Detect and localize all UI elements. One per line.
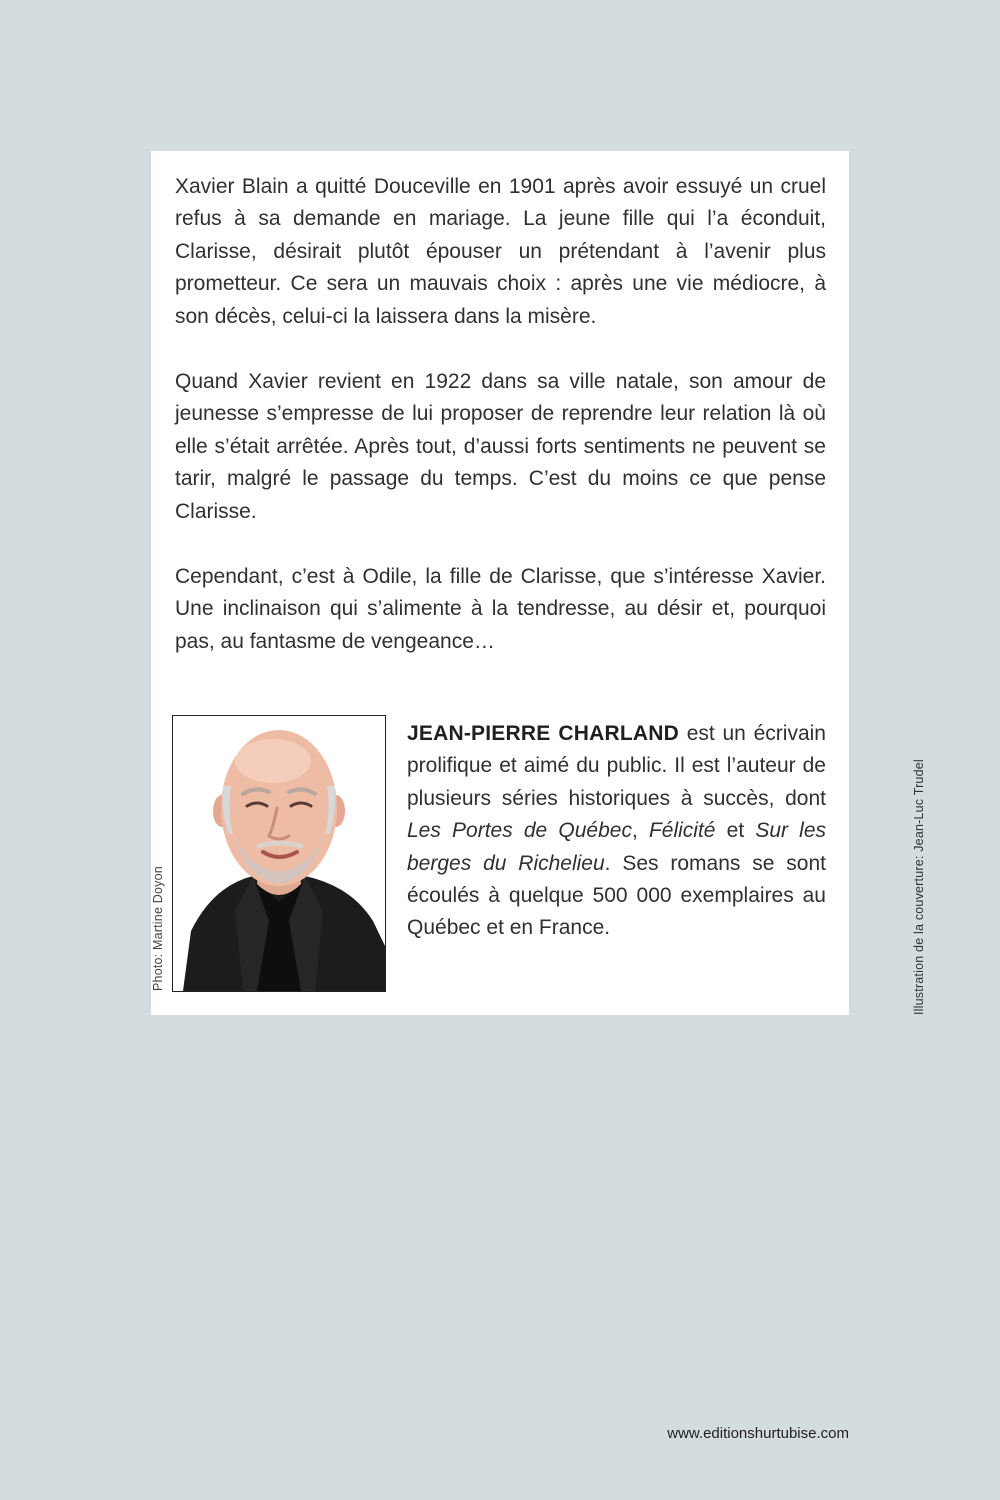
author-bio-separator-1: ,: [631, 819, 649, 843]
author-bio-text-2: . Ses romans se sont écoulés à quelque 500 000 exemplaires au Québec et en France.: [407, 851, 826, 940]
cover-illustration-credit: Illustration de la couverture: Jean-Luc Trudel: [912, 759, 926, 1015]
book-title-sur-les-berges-du-richelieu: Sur les berges du Richelieu: [407, 819, 827, 875]
author-name: JEAN-PIERRE CHARLAND: [407, 722, 679, 745]
synopsis: [175, 171, 826, 691]
author-bio-separator-2: et: [715, 819, 756, 843]
author-bio-text-1: est un écrivain prolifique et aimé du public. Il est l’auteur de plusieurs séries historiques à succès, dont: [407, 722, 826, 810]
author-photo: [172, 715, 386, 992]
synopsis-paragraph-3: Cependant, c’est à Odile, la fille de Clarisse, que s’intéresse Xavier. Une inclinaison qui s’alimente à la tendresse, au désir et, pourquoi pas, au fantasme de vengeance…: [175, 565, 826, 653]
synopsis-paragraph-2: Quand Xavier revient en 1922 dans sa ville natale, son amour de jeunesse s’empresse de lui proposer de reprendre leur relation là où elle s’était arrêtée. Après tout, d’aussi forts sentiments ne peuvent se tarir, malgré le passage du temps. C’est du moins ce que pense Clarisse.: [175, 370, 826, 523]
author-portrait-image: [173, 716, 385, 991]
book-title-les-portes-de-quebec: Les Portes de Québec: [407, 819, 632, 843]
book-title-felicite: Félicité: [648, 819, 716, 843]
back-cover-panel: [151, 151, 849, 1015]
synopsis-paragraph-1: Xavier Blain a quitté Douceville en 1901 après avoir essuyé un cruel refus à sa demande en mariage. La jeune fille qui l’a éconduit, Clarisse, désirait plutôt épouser un prétendant à l’avenir plus prometteur. Ce sera un mauvais choix : après une vie médiocre, à son décès, celui-ci la laissera dans la misère.: [175, 175, 826, 328]
author-bio: [407, 718, 826, 945]
publisher-website[interactable]: www.editionshurtubise.com: [667, 1425, 849, 1442]
photo-credit: Photo: Martine Doyon: [151, 866, 165, 991]
